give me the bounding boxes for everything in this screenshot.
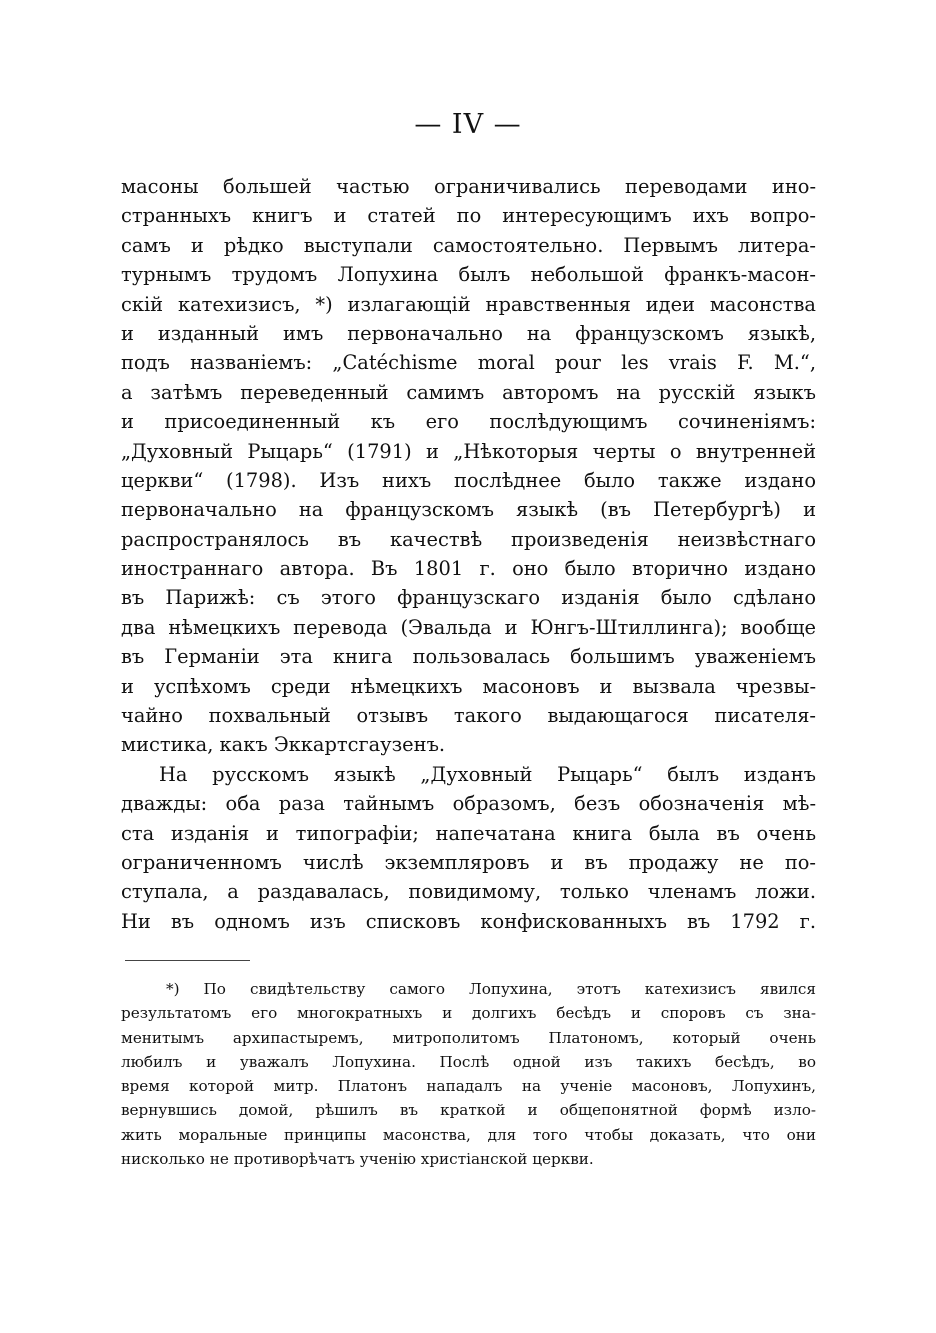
text-line: чайно похвальный отзывъ такого выдающагося писателя- <box>121 704 816 728</box>
text-line: ста изданія и типографіи; напечатана книга была въ очень <box>121 821 816 845</box>
text-line: и успѣхомъ среди нѣмецкихъ масоновъ и вызвала чрезвы- <box>121 674 816 698</box>
text-line: „Духовный Рыцарь“ (1791) и „Нѣкоторыя черты о внутренней <box>121 439 816 463</box>
text-line: ограниченномъ числѣ экземпляровъ и въ продажу не по- <box>121 850 816 874</box>
main-text <box>121 172 816 936</box>
paragraph-first-line: На русскомъ языкѣ „Духовный Рыцарь“ былъ изданъ <box>159 762 816 786</box>
text-line: въ Парижѣ: съ этого французскаго изданія было сдѣлано <box>121 586 816 610</box>
text-line: масоны большей частью ограничивались переводами ино- <box>121 175 816 198</box>
text-line: въ Германіи эта книга пользовалась большимъ уваженіемъ <box>121 645 816 669</box>
footnote-line: время которой митр. Платонъ нападалъ на ученіе масоновъ, Лопухинъ, <box>121 1077 816 1096</box>
footnote-line: жить моральные принципы масонства, для того чтобы доказать, что они <box>121 1125 816 1144</box>
footnote-line: вернувшись домой, рѣшилъ въ краткой и общепонятной формѣ изло- <box>121 1101 816 1120</box>
text-line: церкви“ (1798). Изъ нихъ послѣднее было также издано <box>121 468 816 492</box>
footnote-line: менитымъ архипастыремъ, митрополитомъ Платономъ, который очень <box>121 1028 816 1047</box>
footnote-line: любилъ и уважалъ Лопухина. Послѣ одной изъ такихъ бесѣдъ, во <box>121 1052 816 1071</box>
text-line: мистика, какъ Эккартсгаузенъ. <box>121 733 446 757</box>
text-line: Ни въ одномъ изъ списковъ конфискованныхъ въ 1792 г. <box>121 909 816 933</box>
text-line: дважды: оба раза тайнымъ образомъ, безъ обозначенія мѣ- <box>121 792 816 816</box>
text-line: два нѣмецкихъ перевода (Эвальда и Юнгъ-Штиллинга); вообще <box>121 615 816 639</box>
text-line: самъ и рѣдко выступали самостоятельно. Первымъ литера- <box>121 233 816 257</box>
text-line: распространялось въ качествѣ произведенія неизвѣстнаго <box>121 527 816 551</box>
text-line: скій катехизисъ, *) излагающій нравственныя идеи масонства <box>121 292 816 316</box>
text-line: турнымъ трудомъ Лопухина былъ небольшой франкъ-масон- <box>121 263 816 287</box>
text-line: а затѣмъ переведенный самимъ авторомъ на русскій языкъ <box>121 380 816 404</box>
footnote-line: нисколько не противорѣчатъ ученію христіанской церкви. <box>121 1150 594 1169</box>
footnote <box>121 977 816 1171</box>
text-line: ступала, а раздавалась, повидимому, только членамъ ложи. <box>121 880 816 904</box>
footnote-divider <box>125 960 250 961</box>
text-line: первоначально на французскомъ языкѣ (въ Петербургѣ) и <box>121 498 816 522</box>
footnote-line: результатомъ его многократныхъ и долгихъ бесѣдъ и споровъ съ зна- <box>121 1004 816 1023</box>
page-number: — IV — <box>414 109 522 140</box>
text-line: иностраннаго автора. Въ 1801 г. оно было вторично издано <box>121 557 816 581</box>
text-line: подъ названіемъ: „Catéchisme moral pour les vrais F. M.“, <box>121 351 816 375</box>
footnote-line: *) По свидѣтельству самого Лопухина, этотъ катехизисъ явился <box>166 980 816 998</box>
text-line: странныхъ книгъ и статей по интересующимъ ихъ вопро- <box>121 204 816 228</box>
text-line: и изданный имъ первоначально на французскомъ языкѣ, <box>121 321 816 345</box>
text-line: и присоединенный къ его послѣдующимъ сочиненіямъ: <box>121 410 816 434</box>
